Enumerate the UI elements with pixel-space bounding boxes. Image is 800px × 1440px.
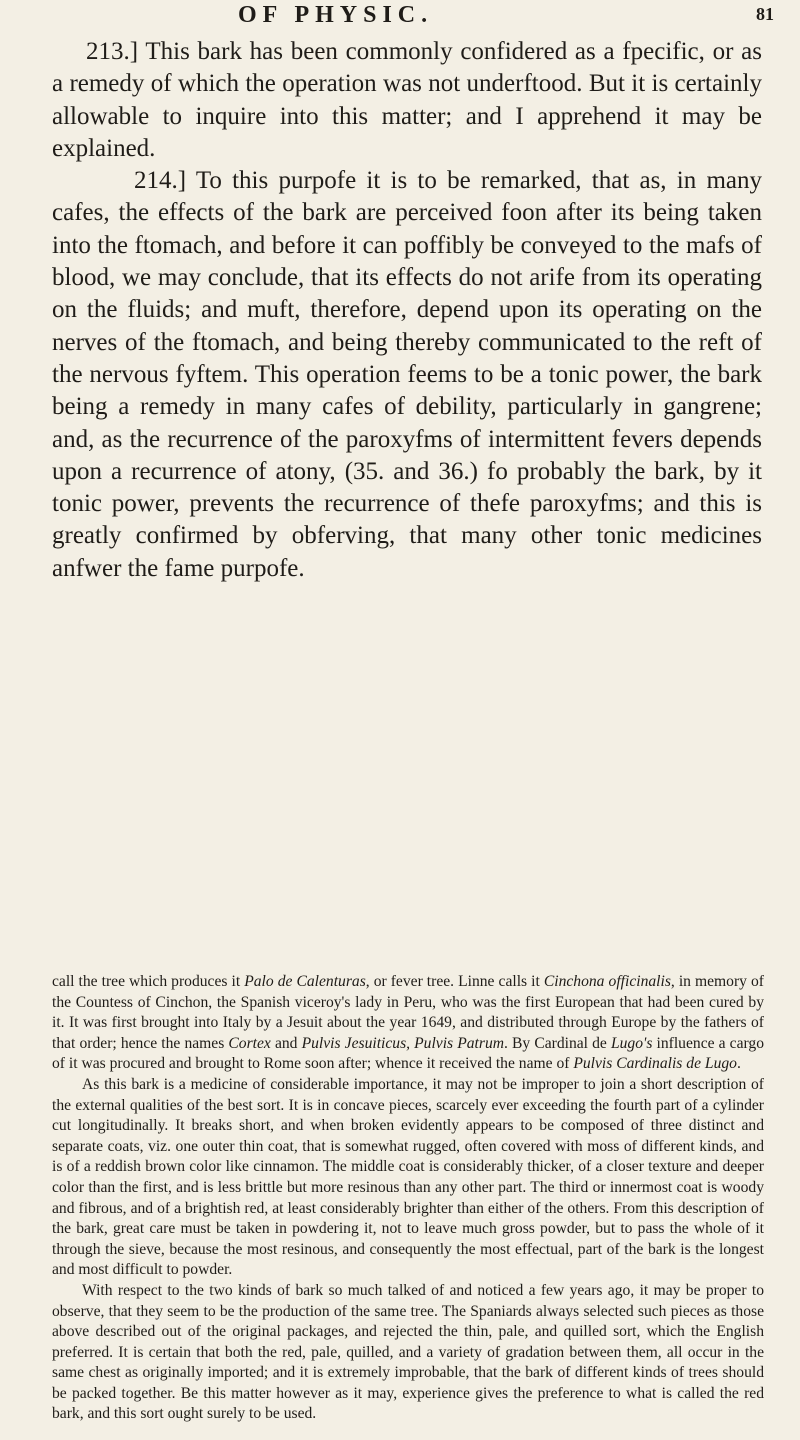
fn-text: , or fever tree. Linne calls it bbox=[365, 973, 544, 990]
fn-italic: Pulvis Cardinalis de Lugo bbox=[573, 1055, 737, 1073]
fn-text: call the tree which produces it bbox=[52, 973, 245, 990]
main-text bbox=[52, 36, 762, 585]
fn-italic: Palo de Calenturas bbox=[244, 973, 366, 990]
fn-text: , in memory of the Countess of Cinchon, the Spanish viceroy's lady in Peru, who was the first European that had been cured by it. It was first brought into Italy by a Jesuit about the year 1649, and distributed through Europe by the fathers of that order; hence the names bbox=[52, 973, 765, 1052]
footnote-paragraph-2: As this bark is a medicine of considerable importance, it may not be improper to join a short description of the external qualities of the best sort. It is in concave pieces, scarcely ever exceeding the fourth part of a cylinder cut longitudinally. It breaks short, and when broken evidently appears to be composed of three distinct and separate coats, viz. one outer thin coat, that is somewhat rugged, often covered with moss of different kinds, and is of a reddish brown color like cinnamon. The middle coat is considerably thicker, of a closer texture and deeper color than the first, and is less brittle but more resinous than any other part. The third or innermost coat is woody and fibrous, and of a brightish red, at least considerably brighter than either of the others. From this description of the bark, great care must be taken in powdering it, not to leave much gross powder, but to pass the whole of it through the sieve, because the most resinous, and consequently the most effectual, part of the bark is the longest and most difficult to powder. bbox=[52, 1075, 764, 1279]
fn-text: . By Cardinal de bbox=[504, 1034, 611, 1052]
fn-italic: Pulvis Jesuiticus, Pulvis Patrum bbox=[301, 1034, 505, 1052]
page-number: 81 bbox=[756, 4, 774, 24]
fn-text: . bbox=[736, 1055, 741, 1073]
fn-italic: Cortex bbox=[228, 1034, 271, 1052]
fn-text: and bbox=[270, 1034, 302, 1052]
paragraph-213: 213.] This bark has been commonly confidered as a fpecific, or as a remedy of which the operation was not underftood. But it is certainly allowable to inquire into this matter; and I apprehend it may be explained. bbox=[52, 38, 762, 162]
footnote bbox=[52, 972, 764, 1425]
paragraph-214: 214.] To this purpofe it is to be remarked, that as, in many cafes, the effects of the bark are perceived foon after its being taken into the ftomach, and before it can poffibly be conveyed to the mafs of blood, we may conclude, that its effects do not arife from its operating on the fluids; and muft, therefore, depend upon its operating on the nerves of the ftomach, and being thereby communicated to the reft of the nervous fyftem. This operation feems to be a tonic power, the bark being a remedy in many cafes of debility, particularly in gangrene; and, as the recurrence of the paroxyfms of intermittent fevers depends upon a recurrence of atony, (35. and 36.) fo probably the bark, by it tonic power, prevents the recurrence of thefe paroxyfms; and this is greatly confirmed by obferving, that many other tonic medicines anfwer the fame purpofe. bbox=[52, 167, 762, 582]
page-header bbox=[0, 0, 800, 36]
fn-italic: Lugo's bbox=[610, 1034, 653, 1052]
fn-italic: Cinchona officinalis bbox=[543, 973, 671, 990]
running-title: OF PHYSIC. bbox=[238, 2, 434, 28]
footnote-paragraph-1 bbox=[52, 972, 764, 1075]
fn-text: influence a cargo of it was procured and brought to Rome soon after; whence it received the name of bbox=[52, 1034, 765, 1073]
footnote-paragraph-3: With respect to the two kinds of bark so much talked of and noticed a few years ago, it may be proper to observe, that they seem to be the production of the same tree. The Spaniards always selected such pieces as those above described out of the original packages, and rejected the thin, pale, and quilled sort, which the English preferred. It is certain that both the red, pale, quilled, and a variety of gradation between them, all occur in the same chest as originally imported; and it is extremely improbable, that the bark of different kinds of trees should be packed together. Be this matter however as it may, experience gives the preference to what is called the red bark, and this sort ought surely to be used. bbox=[52, 1281, 764, 1423]
